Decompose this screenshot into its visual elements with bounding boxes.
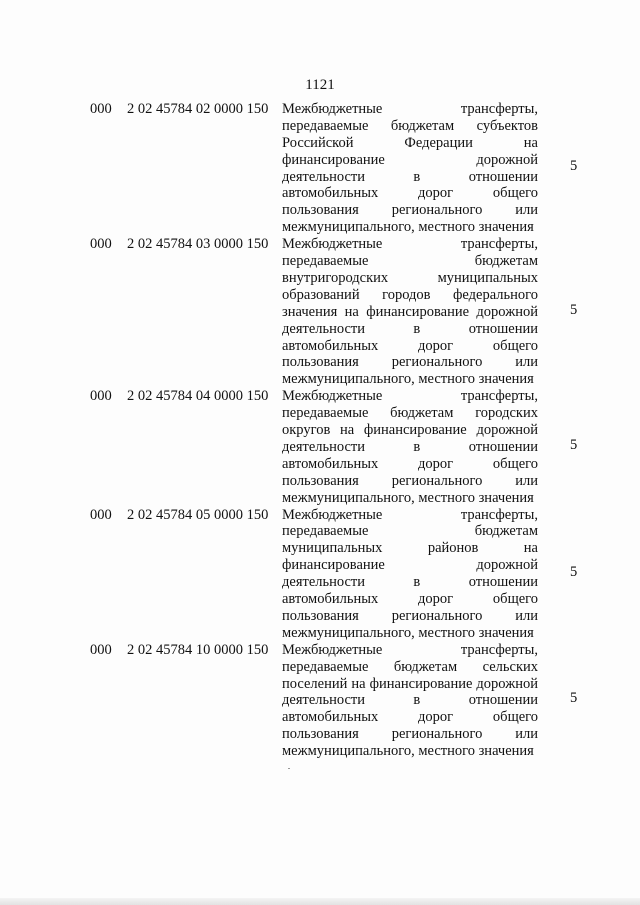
amount-value: 5 — [570, 690, 578, 707]
description-line: автомобильных дорог общего — [282, 337, 538, 354]
scan-artifact — [288, 768, 290, 769]
description-line: межмуниципального, местного значения — [282, 743, 534, 760]
description-line: межмуниципального, местного значения — [282, 371, 534, 388]
description-line: финансирование дорожной — [282, 151, 538, 168]
description-line: межмуниципального, местного значения — [282, 489, 534, 506]
description-line: финансирование дорожной — [282, 557, 538, 574]
description-line: передаваемые бюджетам субъектов — [282, 117, 538, 134]
amount-value: 5 — [570, 301, 578, 318]
page-bottom-edge — [0, 898, 640, 905]
description-line: Российской Федерации на — [282, 134, 538, 151]
description-line: Межбюджетные трансферты, — [282, 506, 538, 523]
description-line: внутригородских муниципальных — [282, 269, 538, 286]
description-line: пользования регионального или — [282, 726, 538, 743]
description-line: деятельности в отношении — [282, 692, 538, 709]
admin-code: 000 — [90, 641, 112, 658]
description-line: межмуниципального, местного значения — [282, 219, 534, 236]
description-cell — [282, 507, 538, 642]
description-line: пользования регионального или — [282, 354, 538, 371]
budget-classification-code: 2 02 45784 04 0000 150 — [127, 388, 269, 405]
admin-code: 000 — [90, 101, 112, 117]
description-line: округов на финансирование дорожной — [282, 422, 538, 439]
admin-code: 000 — [90, 236, 112, 253]
description-line: передаваемые бюджетам — [282, 523, 538, 540]
table-row — [0, 507, 640, 642]
description-line: поселений на финансирование дорожной — [282, 675, 538, 692]
admin-code: 000 — [90, 506, 112, 523]
budget-classification-code: 2 02 45784 05 0000 150 — [127, 506, 269, 523]
description-line: Межбюджетные трансферты, — [282, 641, 538, 658]
description-cell — [282, 236, 538, 388]
description-line: пользования регионального или — [282, 472, 538, 489]
description-line: автомобильных дорог общего — [282, 185, 538, 202]
budget-classification-code: 2 02 45784 02 0000 150 — [127, 101, 269, 117]
description-line: передаваемые бюджетам — [282, 253, 538, 270]
amount-value: 5 — [570, 158, 578, 175]
admin-code: 000 — [90, 388, 112, 405]
table-row — [0, 388, 640, 506]
description-line: значения на финансирование дорожной — [282, 303, 538, 320]
amount-value: 5 — [570, 436, 578, 453]
description-line: автомобильных дорог общего — [282, 709, 538, 726]
description-line: автомобильных дорог общего — [282, 455, 538, 472]
description-line: Межбюджетные трансферты, — [282, 236, 538, 253]
description-line: муниципальных районов на — [282, 540, 538, 557]
page-number: 1121 — [305, 77, 335, 93]
description-line: деятельности в отношении — [282, 320, 538, 337]
description-line: деятельности в отношении — [282, 168, 538, 185]
description-line: образований городов федерального — [282, 286, 538, 303]
description-cell — [282, 101, 538, 236]
description-line: пользования регионального или — [282, 607, 538, 624]
description-line: передаваемые бюджетам городских — [282, 405, 538, 422]
description-cell — [282, 388, 538, 506]
budget-classification-code: 2 02 45784 10 0000 150 — [127, 641, 269, 658]
description-line: деятельности в отношении — [282, 574, 538, 591]
description-line: деятельности в отношении — [282, 438, 538, 455]
description-line: пользования регионального или — [282, 202, 538, 219]
budget-classification-code: 2 02 45784 03 0000 150 — [127, 236, 269, 253]
table-row — [0, 642, 640, 760]
description-line: автомобильных дорог общего — [282, 591, 538, 608]
description-cell — [282, 642, 538, 760]
amount-value: 5 — [570, 563, 578, 580]
description-line: Межбюджетные трансферты, — [282, 388, 538, 405]
description-line: Межбюджетные трансферты, — [282, 101, 538, 117]
table-row — [0, 236, 640, 388]
description-line: передаваемые бюджетам сельских — [282, 658, 538, 675]
description-line: межмуниципального, местного значения — [282, 624, 534, 641]
table-row — [0, 101, 640, 236]
